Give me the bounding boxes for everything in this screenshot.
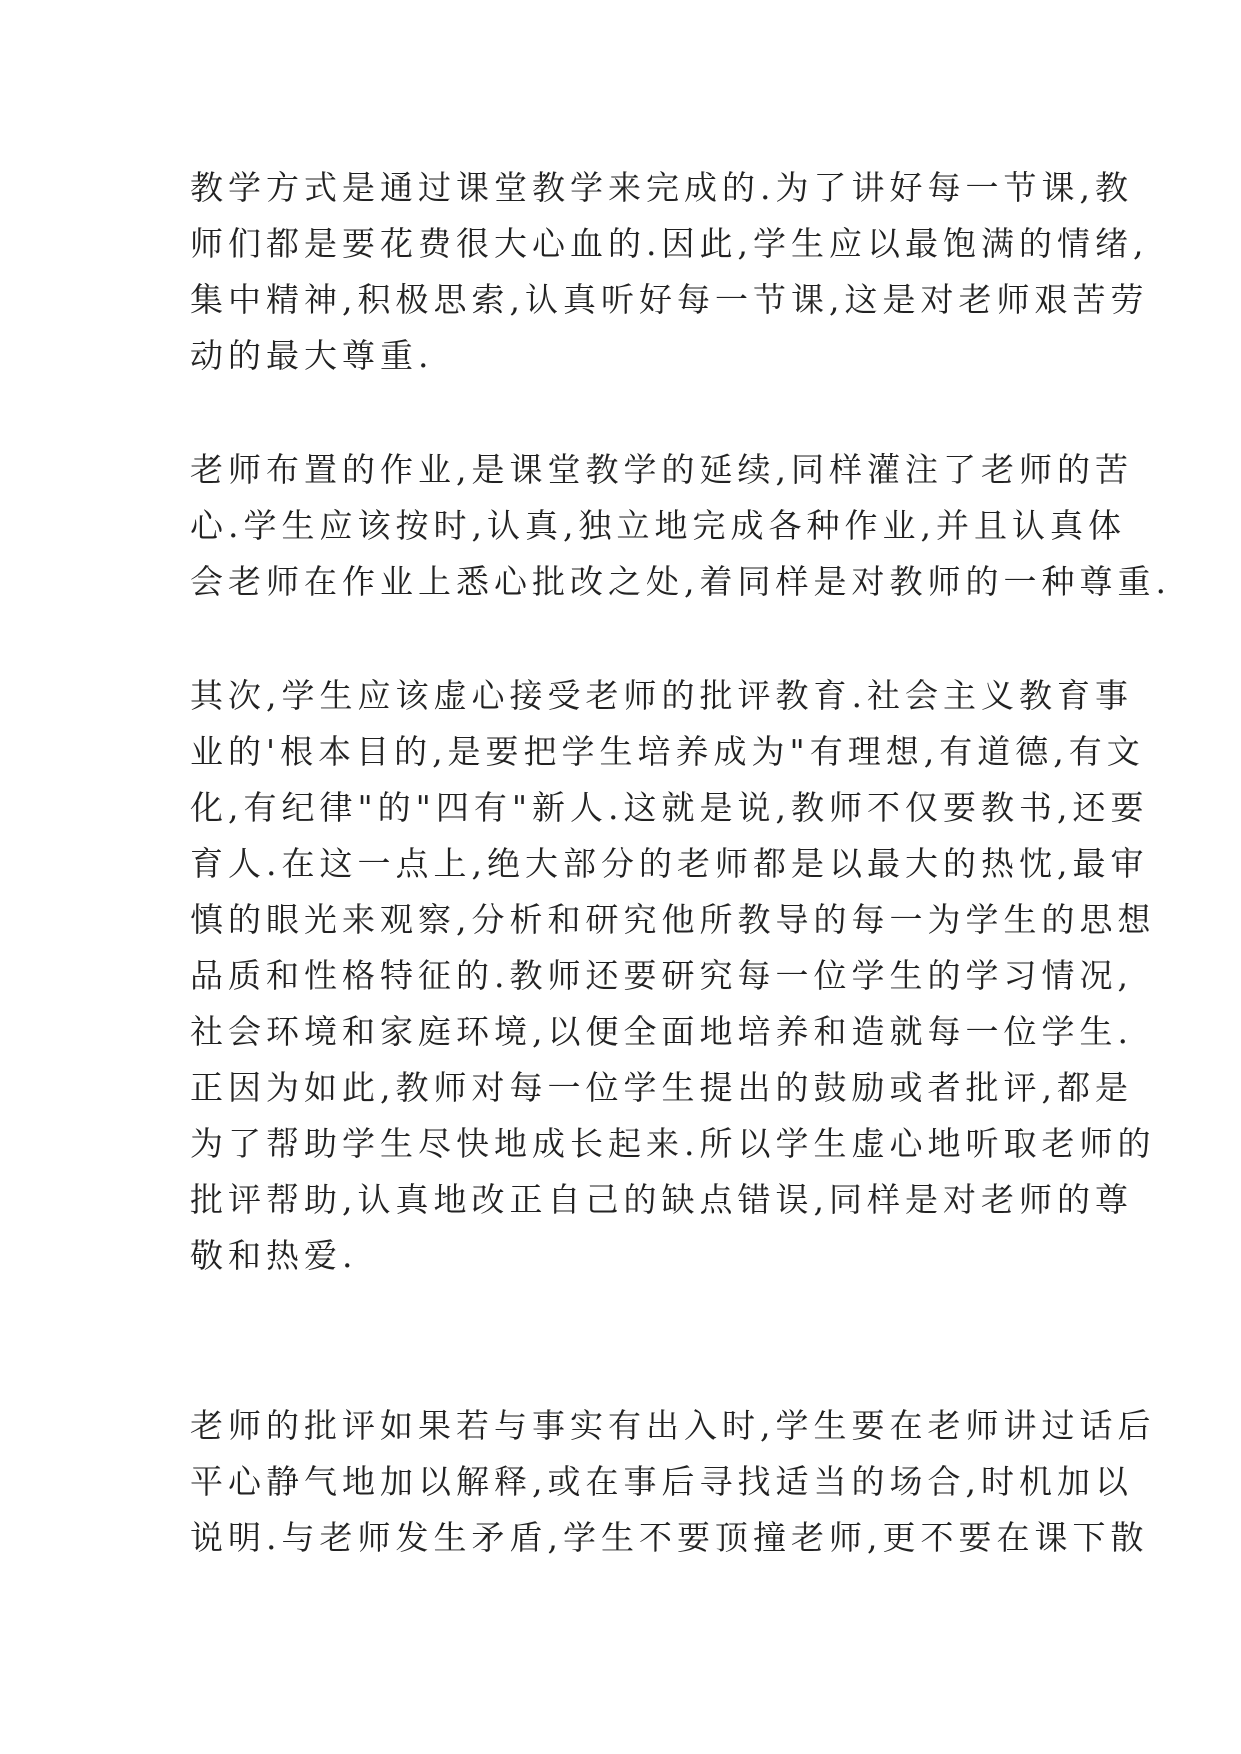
document-body bbox=[190, 160, 1171, 1624]
text-line: 平心静气地加以解释,或在事后寻找适当的场合,时机加以 bbox=[190, 1462, 1133, 1501]
text-line: 业的'根本目的,是要把学生培养成为"有理想,有道德,有文 bbox=[190, 732, 1145, 771]
paragraph-2 bbox=[190, 442, 1171, 610]
paragraph-1 bbox=[190, 160, 1149, 384]
text-line: 正因为如此,教师对每一位学生提出的鼓励或者批评,都是 bbox=[190, 1068, 1133, 1107]
text-line: 集中精神,积极思索,认真听好每一节课,这是对老师艰苦劳 bbox=[190, 280, 1149, 319]
text-line: 慎的眼光来观察,分析和研究他所教导的每一为学生的思想 bbox=[190, 900, 1156, 939]
text-line bbox=[190, 1284, 1060, 1340]
text-line: 会老师在作业上悉心批改之处,着同样是对教师的一种尊重. bbox=[190, 562, 1171, 601]
text-line: 教学方式是通过课堂教学来完成的.为了讲好每一节课,教 bbox=[190, 168, 1133, 207]
text-line: 老师的批评如果若与事实有出入时,学生要在老师讲过话后 bbox=[190, 1406, 1156, 1445]
text-line: 敬和热爱. bbox=[190, 1236, 358, 1275]
paragraph-3 bbox=[190, 668, 1156, 1340]
text-line: 育人.在这一点上,绝大部分的老师都是以最大的热忱,最审 bbox=[190, 844, 1149, 883]
text-line: 动的最大尊重. bbox=[190, 336, 434, 375]
text-line: 师们都是要花费很大心血的.因此,学生应以最饱满的情绪, bbox=[190, 224, 1149, 263]
text-line: 其次,学生应该虚心接受老师的批评教育.社会主义教育事 bbox=[190, 676, 1133, 715]
text-line: 为了帮助学生尽快地成长起来.所以学生虚心地听取老师的 bbox=[190, 1124, 1156, 1163]
text-line: 化,有纪律"的"四有"新人.这就是说,教师不仅要教书,还要 bbox=[190, 788, 1149, 827]
text-line: 批评帮助,认真地改正自己的缺点错误,同样是对老师的尊 bbox=[190, 1180, 1133, 1219]
text-line: 心.学生应该按时,认真,独立地完成各种作业,并且认真体 bbox=[190, 506, 1126, 545]
paragraph-4 bbox=[190, 1398, 1156, 1566]
text-line: 老师布置的作业,是课堂教学的延续,同样灌注了老师的苦 bbox=[190, 450, 1133, 489]
text-line: 社会环境和家庭环境,以便全面地培养和造就每一位学生. bbox=[190, 1012, 1133, 1051]
text-line: 品质和性格特征的.教师还要研究每一位学生的学习情况, bbox=[190, 956, 1133, 995]
text-line: 说明.与老师发生矛盾,学生不要顶撞老师,更不要在课下散 bbox=[190, 1518, 1149, 1557]
